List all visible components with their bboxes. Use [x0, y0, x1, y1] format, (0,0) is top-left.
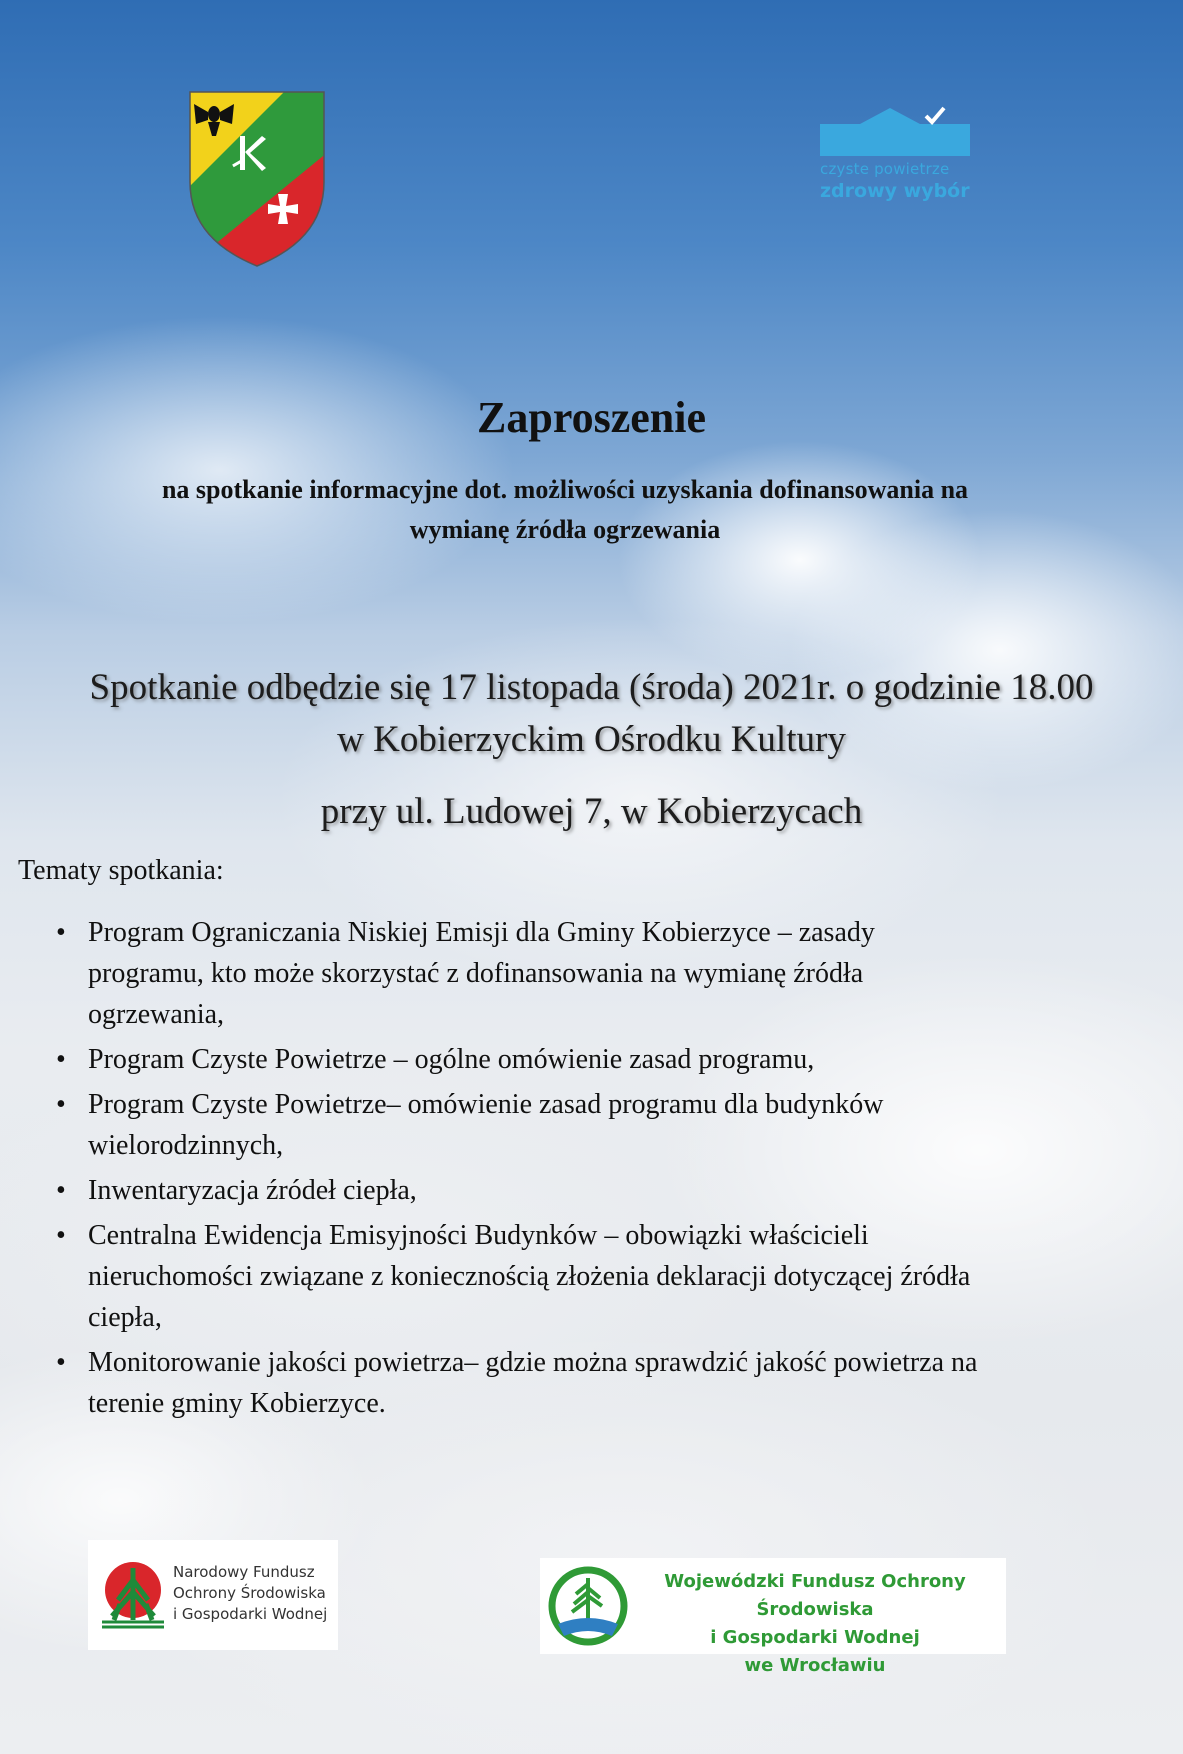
- wfosigw-line-3: we Wrocławiu: [744, 1655, 886, 1676]
- nfosigw-line-3: i Gospodarki Wodnej: [173, 1605, 328, 1623]
- topic-2-line-1: Program Czyste Powietrze – ogólne omówienie zasad programu,: [88, 1044, 815, 1075]
- clean-air-line1: czyste powietrze: [820, 160, 950, 178]
- house-roof-icon: [820, 104, 970, 156]
- wfosigw-emblem-icon: [546, 1564, 630, 1648]
- list-item: [56, 1084, 1128, 1166]
- bullet-icon: •: [56, 1044, 66, 1075]
- topic-1-line-1: Program Ograniczania Niskiej Emisji dla Gminy Kobierzyce – zasady: [88, 917, 875, 948]
- bullet-icon: •: [56, 1175, 66, 1206]
- topic-3-line-1: Program Czyste Powietrze– omówienie zasad programu dla budynków: [88, 1089, 884, 1120]
- wfosigw-line-2: i Gospodarki Wodnej: [710, 1627, 920, 1648]
- bullet-icon: •: [56, 917, 66, 948]
- topic-5-line-1: Centralna Ewidencja Emisyjności Budynków – obowiązki właścicieli: [88, 1220, 869, 1251]
- meeting-info: [0, 662, 1183, 838]
- topic-6-line-1: Monitorowanie jakości powietrza– gdzie można sprawdzić jakość powietrza na: [88, 1347, 978, 1378]
- topics-heading: Tematy spotkania:: [18, 855, 224, 886]
- kobierzyce-coat-of-arms-icon: [186, 90, 328, 268]
- topic-1-line-2: programu, kto może skorzystać z dofinansowania na wymianę źródła: [88, 958, 864, 989]
- subtitle-line-2: wymianę źródła ogrzewania: [409, 515, 721, 544]
- list-item: [56, 1342, 1128, 1424]
- bullet-icon: •: [56, 1220, 66, 1251]
- topic-1-line-3: ogrzewania,: [88, 999, 225, 1030]
- bullet-icon: •: [56, 1089, 66, 1120]
- clean-air-line2: zdrowy wybór: [820, 180, 970, 202]
- topics-list: [56, 912, 1128, 1428]
- nfosigw-name: [173, 1562, 327, 1625]
- nfosigw-line-1: Narodowy Fundusz: [173, 1563, 315, 1581]
- wfosigw-name: [630, 1568, 1000, 1680]
- page-subtitle: [60, 470, 1070, 550]
- list-item: [56, 1170, 1128, 1211]
- list-item: [56, 912, 1128, 1035]
- nfosigw-line-2: Ochrony Środowiska: [173, 1584, 326, 1602]
- meeting-venue-line: w Kobierzyckim Ośrodku Kultury: [337, 719, 846, 760]
- topic-5-line-3: ciepła,: [88, 1302, 162, 1333]
- subtitle-line-1: na spotkanie informacyjne dot. możliwości uzyskania dofinansowania na: [161, 475, 969, 504]
- list-item: [56, 1215, 1128, 1338]
- meeting-address-line: przy ul. Ludowej 7, w Kobierzycach: [320, 791, 863, 832]
- bullet-icon: •: [56, 1347, 66, 1378]
- wfosigw-line-1: Wojewódzki Fundusz Ochrony Środowiska: [664, 1571, 966, 1620]
- meeting-date-line: Spotkanie odbędzie się 17 listopada (środa) 2021r. o godzinie 18.00: [89, 667, 1094, 708]
- nfosigw-logo: [88, 1540, 338, 1650]
- wfosigw-logo: [540, 1558, 1006, 1676]
- topic-4-line-1: Inwentaryzacja źródeł ciepła,: [88, 1175, 417, 1206]
- nfosigw-emblem-icon: [100, 1560, 166, 1632]
- clean-air-program-logo: [820, 104, 970, 214]
- topic-5-line-2: nieruchomości związane z koniecznością złożenia deklaracji dotyczącej źródła: [88, 1261, 971, 1292]
- topic-6-line-2: terenie gminy Kobierzyce.: [88, 1388, 386, 1419]
- list-item: [56, 1039, 1128, 1080]
- topic-3-line-2: wielorodzinnych,: [88, 1130, 284, 1161]
- page-title: Zaproszenie: [477, 393, 706, 442]
